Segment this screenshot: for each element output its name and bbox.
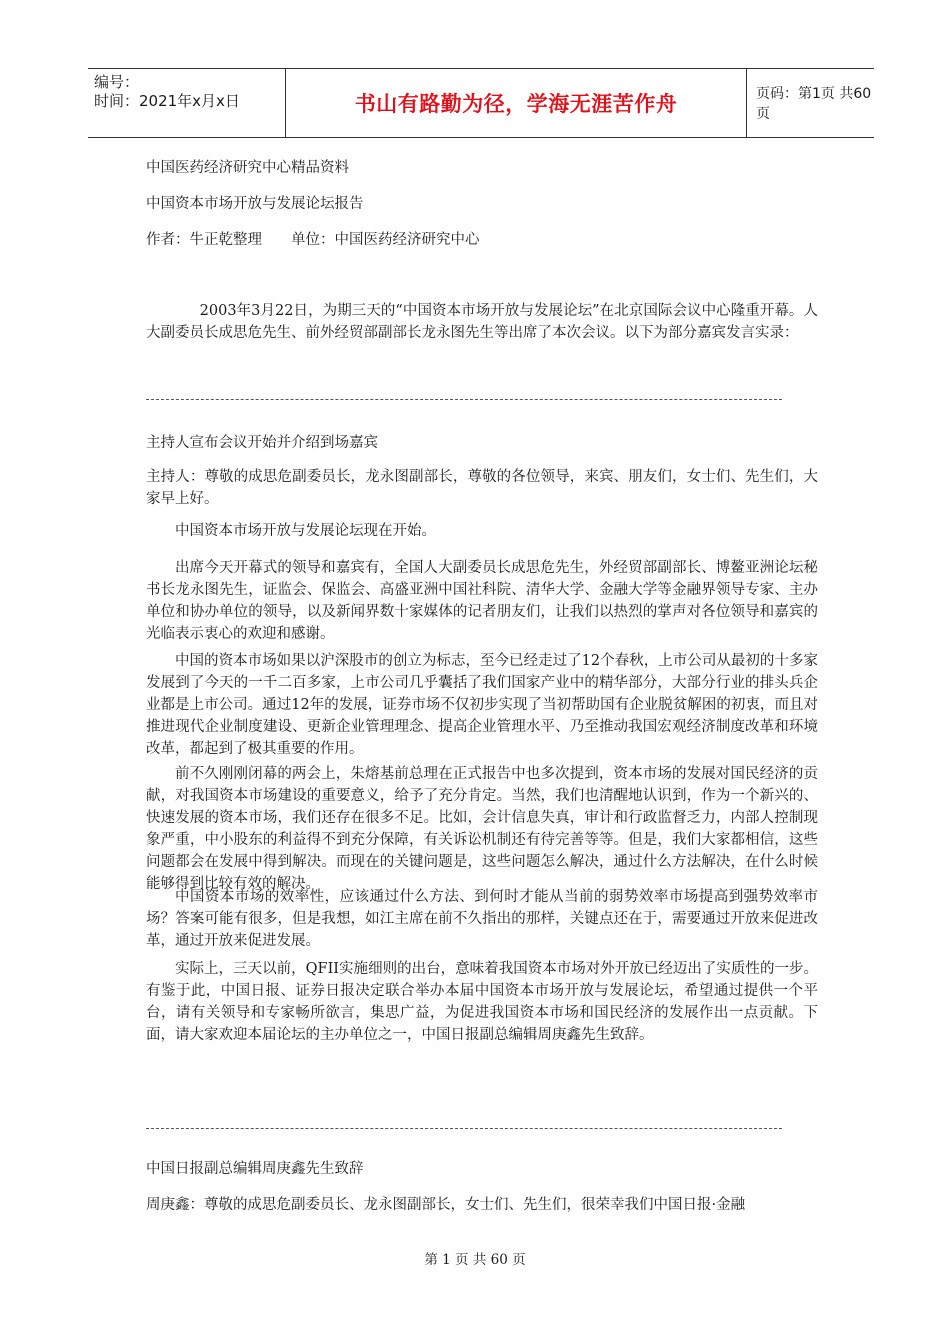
paragraph: 中国的资本市场如果以沪深股市的创立为标志，至今已经走过了12个春秋，上市公司从最初的十多家发展到了今天的一千二百多家，上市公司几乎囊括了我们国家产业中的精华部分，大部分行业的排头兵企业都是上市公司。通过12年的发展，证券市场不仅初步实现了当初帮助国有企业脱贫解困的初衷，而且对推进现代企业制度建设、更新企业管理理念、提高企业管理水平、乃至推动我国宏观经济制度改革和环境改革，都起到了极其重要的作用。 [146, 653, 818, 757]
author-line: 作者：牛正乾整理 单位：中国医药经济研究中心 [146, 232, 480, 248]
paragraph: 前不久刚刚闭幕的两会上，朱熔基前总理在正式报告中也多次提到，资本市场的发展对国民经济的贡献，对我国资本市场建设的重要意义，给予了充分肯定。当然，我们也清醒地认识到，作为一个新兴的、快速发展的资本市场，我们还存在很多不足。比如，会计信息失真，审计和行政监督乏力，内部人控制现象严重，中小股东的利益得不到充分保障，有关诉讼机制还有待完善等等。但是，我们大家都相信，这些问题都会在发展中得到解决。而现在的关键问题是，这些问题怎么解决，通过什么方法解决，在什么时候能够得到比较有效的解决。 [146, 766, 818, 892]
paragraph: 周庚鑫：尊敬的成思危副委员长、龙永图副部长，女士们、先生们，很荣幸我们中国日报·金融 [146, 1197, 746, 1213]
doc-title: 中国资本市场开放与发展论坛报告 [146, 196, 364, 212]
separator-line [146, 399, 782, 400]
motto: 书山有路勤为径，学海无涯苦作舟 [285, 69, 747, 137]
separator-line [146, 1128, 782, 1129]
number-label: 编号： [94, 73, 140, 91]
paragraph: 主持人：尊敬的成思危副委员长，龙永图副部长，尊敬的各位领导，来宾、朋友们，女士们、先生们，大家早上好。 [146, 469, 818, 507]
paragraph: 中国资本市场开放与发展论坛现在开始。 [175, 523, 436, 539]
section-title: 中国日报副总编辑周庚鑫先生致辞 [146, 1161, 364, 1177]
section-title: 主持人宣布会议开始并介绍到场嘉宾 [146, 435, 378, 451]
paragraph: 出席今天开幕式的领导和嘉宾有，全国人大副委员长成思危先生，外经贸部副部长、博鳌亚洲论坛秘书长龙永图先生，证监会、保监会、高盛亚洲中国社科院、清华大学、金融大学等金融界领导专家、主办单位和协办单位的领导，以及新闻界数十家媒体的记者朋友们，让我们以热烈的掌声对各位领导和嘉宾的光临表示衷心的欢迎和感谢。 [146, 560, 818, 642]
page-header [88, 68, 874, 138]
paragraph: 中国资本市场的效率性，应该通过什么方法、到何时才能从当前的弱势效率市场提高到强势效率市场？答案可能有很多，但是我想，如江主席在前不久指出的那样，关键点还在于，需要通过开放来促进改革，通过开放来促进发展。 [146, 889, 818, 949]
doc-source: 中国医药经济研究中心精品资料 [146, 160, 349, 176]
page-footer: 第 1 页 共 60 页 [424, 1252, 526, 1268]
intro-paragraph: 2003年3月22日，为期三天的“中国资本市场开放与发展论坛”在北京国际会议中心隆重开幕。人大副委员长成思危先生、前外经贸部副部长龙永图先生等出席了本次会议。以下为部分嘉宾发言实录： [146, 303, 818, 341]
header-info [94, 69, 284, 137]
paragraph: 实际上，三天以前，QFII实施细则的出台，意味着我国资本市场对外开放已经迈出了实质性的一步。有鉴于此，中国日报、证券日报决定联合举办本届中国资本市场开放与发展论坛，希望通过提供一个平台，请有关领导和专家畅所欲言，集思广益，为促进我国资本市场和国民经济的发展作出一点贡献。下面，请大家欢迎本届论坛的主办单位之一，中国日报副总编辑周庚鑫先生致辞。 [146, 961, 818, 1043]
page-label: 页码：第1页 共60页 [756, 86, 872, 122]
time-label: 时间：2021年x月x日 [94, 92, 240, 110]
